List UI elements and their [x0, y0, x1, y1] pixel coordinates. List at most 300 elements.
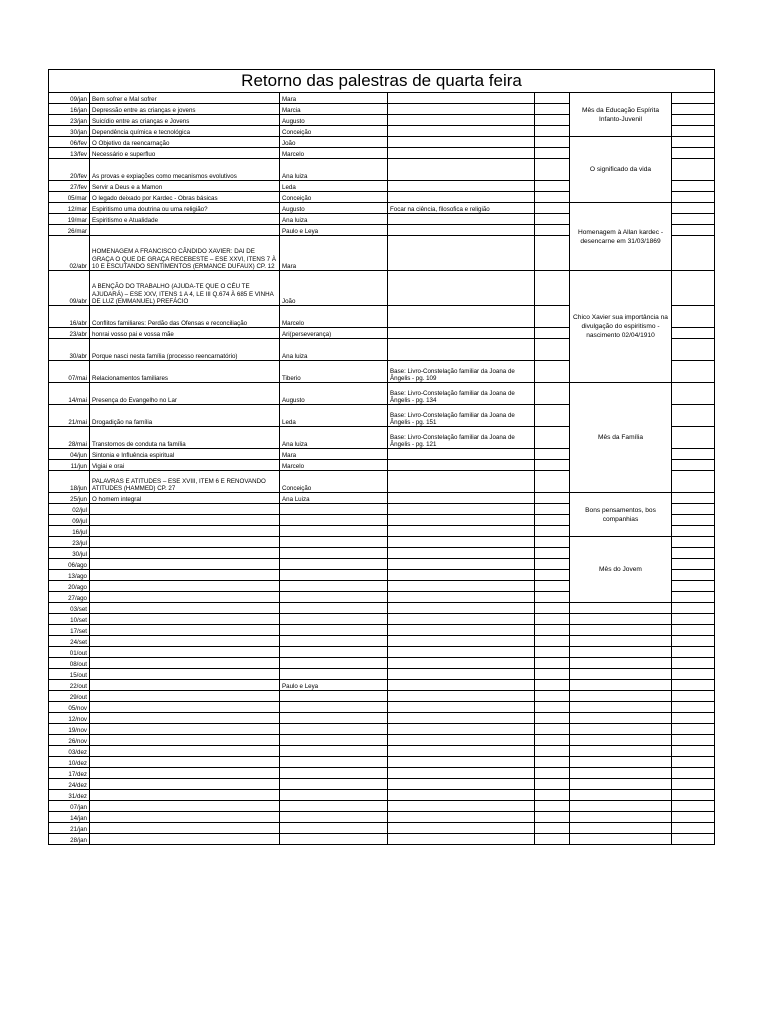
note-cell: [388, 812, 535, 823]
empty-cell: [672, 126, 715, 137]
speaker-cell: Paulo e Leya: [280, 225, 388, 236]
topic-cell: [90, 592, 280, 603]
empty-cell: [535, 746, 570, 757]
note-cell: [388, 768, 535, 779]
empty-cell: [535, 735, 570, 746]
topic-cell: Bem sofrer e Mal sofrer: [90, 93, 280, 104]
date-cell: 17/dez: [49, 768, 90, 779]
empty-cell: [672, 658, 715, 669]
month-theme-cell: Homenagem à Allan kardec - desencarne em 31/03/1869: [570, 203, 672, 271]
empty-cell: [570, 614, 672, 625]
speaker-cell: [280, 823, 388, 834]
empty-cell: [672, 570, 715, 581]
empty-cell: [672, 702, 715, 713]
topic-cell: [90, 790, 280, 801]
note-cell: [388, 636, 535, 647]
speaker-cell: Ana luiza: [280, 427, 388, 449]
topic-cell: [90, 636, 280, 647]
speaker-cell: Ana Luiza: [280, 493, 388, 504]
note-cell: [388, 339, 535, 361]
speaker-cell: Paulo e Leya: [280, 680, 388, 691]
empty-cell: [535, 449, 570, 460]
topic-cell: [90, 801, 280, 812]
date-cell: 12/mar: [49, 203, 90, 214]
table-row: [49, 812, 715, 823]
empty-cell: [535, 614, 570, 625]
table-row: [49, 735, 715, 746]
empty-cell: [535, 592, 570, 603]
table-row: [49, 647, 715, 658]
empty-cell: [535, 823, 570, 834]
empty-cell: [672, 93, 715, 104]
empty-cell: [535, 647, 570, 658]
empty-cell: [535, 148, 570, 159]
month-theme-cell: O significado da vida: [570, 137, 672, 203]
table-row: [49, 746, 715, 757]
note-cell: [388, 592, 535, 603]
empty-cell: [535, 658, 570, 669]
topic-cell: Dependência química e tecnológica: [90, 126, 280, 137]
note-cell: [388, 115, 535, 126]
speaker-cell: Ana luiza: [280, 339, 388, 361]
empty-cell: [535, 203, 570, 214]
note-cell: [388, 104, 535, 115]
table-row: [49, 636, 715, 647]
empty-cell: [672, 181, 715, 192]
table-row: [49, 823, 715, 834]
empty-cell: [672, 306, 715, 328]
note-cell: Base: Livro-Constelação familiar da Joana de Ângelis - pg. 121: [388, 427, 535, 449]
month-theme-cell: Mês da Família: [570, 383, 672, 493]
date-cell: 04/jun: [49, 449, 90, 460]
note-cell: [388, 834, 535, 845]
empty-cell: [672, 159, 715, 181]
empty-cell: [672, 636, 715, 647]
table-row: [49, 537, 715, 548]
date-cell: 10/set: [49, 614, 90, 625]
schedule-table: [48, 69, 715, 845]
empty-cell: [672, 548, 715, 559]
topic-cell: Espiritismo e Atualidade: [90, 214, 280, 225]
empty-cell: [570, 647, 672, 658]
note-cell: [388, 559, 535, 570]
table-row: [49, 137, 715, 148]
speaker-cell: [280, 801, 388, 812]
speaker-cell: Conceição: [280, 471, 388, 493]
topic-cell: [90, 515, 280, 526]
date-cell: 07/mai: [49, 361, 90, 383]
empty-cell: [672, 823, 715, 834]
speaker-cell: [280, 702, 388, 713]
empty-cell: [535, 271, 570, 306]
note-cell: [388, 757, 535, 768]
topic-cell: Porque nasci nesta família (processo reencarnatório): [90, 339, 280, 361]
empty-cell: [535, 515, 570, 526]
speaker-cell: [280, 735, 388, 746]
table-row: [49, 724, 715, 735]
empty-cell: [570, 636, 672, 647]
speaker-cell: Mara: [280, 93, 388, 104]
topic-cell: [90, 746, 280, 757]
empty-cell: [672, 559, 715, 570]
empty-cell: [535, 405, 570, 427]
topic-cell: [90, 768, 280, 779]
note-cell: [388, 537, 535, 548]
empty-cell: [535, 625, 570, 636]
date-cell: 02/abr: [49, 236, 90, 271]
note-cell: Base: Livro-Constelação familiar da Joana de Ângelis - pg. 134: [388, 383, 535, 405]
topic-cell: O Objetivo da reencarnação: [90, 137, 280, 148]
month-theme-cell: Chico Xavier sua importância na divulgação do espiritismo - nascimento 02/04/1910: [570, 271, 672, 383]
topic-cell: O homem integral: [90, 493, 280, 504]
speaker-cell: Leda: [280, 405, 388, 427]
speaker-cell: [280, 581, 388, 592]
topic-cell: [90, 614, 280, 625]
table-row: [49, 93, 715, 104]
empty-cell: [535, 537, 570, 548]
topic-cell: [90, 647, 280, 658]
table-row: [49, 625, 715, 636]
topic-cell: [90, 537, 280, 548]
empty-cell: [672, 647, 715, 658]
note-cell: [388, 148, 535, 159]
speaker-cell: [280, 603, 388, 614]
empty-cell: [570, 823, 672, 834]
date-cell: 19/nov: [49, 724, 90, 735]
note-cell: [388, 801, 535, 812]
empty-cell: [672, 383, 715, 405]
month-theme-cell: Bons pensamentos, bos companhias: [570, 493, 672, 537]
note-cell: [388, 779, 535, 790]
date-cell: 30/jul: [49, 548, 90, 559]
empty-cell: [672, 526, 715, 537]
note-cell: [388, 790, 535, 801]
table-row: [49, 801, 715, 812]
table-row: [49, 383, 715, 405]
note-cell: [388, 625, 535, 636]
empty-cell: [535, 603, 570, 614]
empty-cell: [672, 625, 715, 636]
empty-cell: [672, 192, 715, 203]
speaker-cell: Marcelo: [280, 148, 388, 159]
empty-cell: [672, 137, 715, 148]
empty-cell: [570, 724, 672, 735]
date-cell: 17/set: [49, 625, 90, 636]
empty-cell: [535, 581, 570, 592]
topic-cell: [90, 713, 280, 724]
note-cell: [388, 746, 535, 757]
speaker-cell: João: [280, 137, 388, 148]
note-cell: [388, 702, 535, 713]
topic-cell: [90, 570, 280, 581]
speaker-cell: Conceição: [280, 192, 388, 203]
empty-cell: [535, 159, 570, 181]
topic-cell: [90, 823, 280, 834]
empty-cell: [535, 669, 570, 680]
speaker-cell: Conceição: [280, 126, 388, 137]
note-cell: [388, 526, 535, 537]
date-cell: 27/ago: [49, 592, 90, 603]
empty-cell: [672, 779, 715, 790]
speaker-cell: Tiberio: [280, 361, 388, 383]
empty-cell: [535, 757, 570, 768]
date-cell: 26/nov: [49, 735, 90, 746]
table-row: [49, 658, 715, 669]
note-cell: [388, 581, 535, 592]
empty-cell: [672, 834, 715, 845]
topic-cell: [90, 603, 280, 614]
topic-cell: [90, 658, 280, 669]
note-cell: [388, 823, 535, 834]
note-cell: [388, 735, 535, 746]
date-cell: 16/jan: [49, 104, 90, 115]
topic-cell: Depressão entre as crianças e jovens: [90, 104, 280, 115]
note-cell: [388, 691, 535, 702]
date-cell: 25/jun: [49, 493, 90, 504]
speaker-cell: Marcelo: [280, 460, 388, 471]
empty-cell: [672, 339, 715, 361]
date-cell: 23/jan: [49, 115, 90, 126]
table-row: [49, 790, 715, 801]
topic-cell: [90, 669, 280, 680]
empty-cell: [672, 746, 715, 757]
note-cell: [388, 159, 535, 181]
topic-cell: Presença do Evangelho no Lar: [90, 383, 280, 405]
speaker-cell: Marcia: [280, 104, 388, 115]
topic-cell: PALAVRAS E ATITUDES – ESE XVIII, ITEM 6 E RENOVANDO ATITUDES (HAMMED) CP. 27: [90, 471, 280, 493]
speaker-cell: [280, 834, 388, 845]
date-cell: 05/mar: [49, 192, 90, 203]
topic-cell: Suicídio entre as crianças e Jovens: [90, 115, 280, 126]
speaker-cell: [280, 812, 388, 823]
table-row: [49, 779, 715, 790]
empty-cell: [570, 812, 672, 823]
topic-cell: Conflitos familiares: Perdão das Ofensas e reconciliação: [90, 306, 280, 328]
note-cell: [388, 236, 535, 271]
speaker-cell: [280, 504, 388, 515]
empty-cell: [535, 570, 570, 581]
date-cell: 01/out: [49, 647, 90, 658]
date-cell: 09/jan: [49, 93, 90, 104]
topic-cell: Espiritismo uma doutrina ou uma religião?: [90, 203, 280, 214]
note-cell: Base: Livro-Constelação familiar da Joana de Ângelis - pg. 109: [388, 361, 535, 383]
empty-cell: [672, 691, 715, 702]
note-cell: [388, 306, 535, 328]
empty-cell: [535, 702, 570, 713]
speaker-cell: [280, 647, 388, 658]
empty-cell: [535, 137, 570, 148]
table-row: [49, 614, 715, 625]
date-cell: 13/fev: [49, 148, 90, 159]
date-cell: 20/ago: [49, 581, 90, 592]
note-cell: [388, 724, 535, 735]
date-cell: 16/abr: [49, 306, 90, 328]
note-cell: [388, 658, 535, 669]
topic-cell: [90, 625, 280, 636]
speaker-cell: Ari(perseverança): [280, 328, 388, 339]
date-cell: 30/jan: [49, 126, 90, 137]
empty-cell: [570, 691, 672, 702]
empty-cell: [672, 757, 715, 768]
speaker-cell: [280, 724, 388, 735]
date-cell: 14/mai: [49, 383, 90, 405]
empty-cell: [672, 515, 715, 526]
date-cell: 06/ago: [49, 559, 90, 570]
empty-cell: [535, 636, 570, 647]
table-row: [49, 768, 715, 779]
speaker-cell: [280, 548, 388, 559]
note-cell: [388, 493, 535, 504]
date-cell: 21/jan: [49, 823, 90, 834]
topic-cell: Sintonia e Influência espiritual: [90, 449, 280, 460]
table-row: [49, 680, 715, 691]
empty-cell: [535, 214, 570, 225]
empty-cell: [535, 93, 570, 104]
speaker-cell: [280, 779, 388, 790]
date-cell: 28/mai: [49, 427, 90, 449]
speaker-cell: [280, 790, 388, 801]
empty-cell: [672, 724, 715, 735]
date-cell: 27/fev: [49, 181, 90, 192]
speaker-cell: [280, 570, 388, 581]
speaker-cell: [280, 713, 388, 724]
note-cell: [388, 471, 535, 493]
speaker-cell: [280, 746, 388, 757]
date-cell: 19/mar: [49, 214, 90, 225]
note-cell: [388, 713, 535, 724]
empty-cell: [570, 713, 672, 724]
topic-cell: Servir a Deus e a Mamon: [90, 181, 280, 192]
empty-cell: [570, 746, 672, 757]
empty-cell: [535, 126, 570, 137]
date-cell: 30/abr: [49, 339, 90, 361]
topic-cell: honrai vosso pai e vossa mãe: [90, 328, 280, 339]
empty-cell: [672, 405, 715, 427]
empty-cell: [570, 735, 672, 746]
table-row: [49, 834, 715, 845]
note-cell: [388, 192, 535, 203]
empty-cell: [535, 790, 570, 801]
topic-cell: [90, 225, 280, 236]
empty-cell: [672, 537, 715, 548]
table-row: [49, 271, 715, 306]
empty-cell: [672, 104, 715, 115]
empty-cell: [535, 713, 570, 724]
speaker-cell: Mara: [280, 236, 388, 271]
table-row: [49, 691, 715, 702]
speaker-cell: Leda: [280, 181, 388, 192]
table-row: [49, 713, 715, 724]
empty-cell: [535, 471, 570, 493]
empty-cell: [535, 559, 570, 570]
topic-cell: [90, 779, 280, 790]
table-row: [49, 669, 715, 680]
empty-cell: [672, 493, 715, 504]
empty-cell: [535, 383, 570, 405]
table-row: [49, 757, 715, 768]
empty-cell: [535, 812, 570, 823]
note-cell: [388, 328, 535, 339]
date-cell: 10/dez: [49, 757, 90, 768]
date-cell: 03/dez: [49, 746, 90, 757]
topic-cell: Drogadição na família: [90, 405, 280, 427]
topic-cell: O legado deixado por Kardec - Obras básicas: [90, 192, 280, 203]
empty-cell: [672, 361, 715, 383]
empty-cell: [535, 328, 570, 339]
empty-cell: [535, 104, 570, 115]
empty-cell: [672, 504, 715, 515]
empty-cell: [535, 834, 570, 845]
topic-cell: HOMENAGEM A FRANCISCO CÂNDIDO XAVIER: DAI DE GRAÇA O QUE DE GRAÇA RECEBESTE – ESE XXVI, ITENS 7 À 10 E ESCUTANDO SENTIMENTOS (ERMANCE DUFAUX) CP. 12: [90, 236, 280, 271]
speaker-cell: Marcelo: [280, 306, 388, 328]
empty-cell: [672, 427, 715, 449]
topic-cell: Necessário e superfluo: [90, 148, 280, 159]
topic-cell: Relacionamentos familiares: [90, 361, 280, 383]
empty-cell: [672, 713, 715, 724]
empty-cell: [535, 361, 570, 383]
empty-cell: [672, 449, 715, 460]
empty-cell: [672, 115, 715, 126]
empty-cell: [570, 669, 672, 680]
topic-cell: [90, 735, 280, 746]
empty-cell: [570, 625, 672, 636]
date-cell: 16/jul: [49, 526, 90, 537]
note-cell: Focar na ciência, filosofica e religião: [388, 203, 535, 214]
date-cell: 29/out: [49, 691, 90, 702]
topic-cell: [90, 504, 280, 515]
empty-cell: [672, 669, 715, 680]
empty-cell: [570, 757, 672, 768]
topic-cell: Transtornos de conduta na família: [90, 427, 280, 449]
date-cell: 03/set: [49, 603, 90, 614]
date-cell: 24/dez: [49, 779, 90, 790]
topic-cell: [90, 526, 280, 537]
date-cell: 09/jul: [49, 515, 90, 526]
empty-cell: [535, 779, 570, 790]
empty-cell: [535, 504, 570, 515]
date-cell: 23/jul: [49, 537, 90, 548]
empty-cell: [570, 680, 672, 691]
speaker-cell: [280, 768, 388, 779]
date-cell: 24/set: [49, 636, 90, 647]
empty-cell: [672, 592, 715, 603]
empty-cell: [570, 790, 672, 801]
empty-cell: [672, 460, 715, 471]
speaker-cell: Augusto: [280, 115, 388, 126]
speaker-cell: [280, 515, 388, 526]
empty-cell: [672, 581, 715, 592]
empty-cell: [672, 790, 715, 801]
date-cell: 22/out: [49, 680, 90, 691]
table-row: [49, 493, 715, 504]
topic-cell: [90, 559, 280, 570]
note-cell: [388, 504, 535, 515]
date-cell: 09/abr: [49, 271, 90, 306]
empty-cell: [672, 225, 715, 236]
date-cell: 13/ago: [49, 570, 90, 581]
month-theme-cell: Mês do Jovem: [570, 537, 672, 603]
empty-cell: [672, 471, 715, 493]
empty-cell: [672, 203, 715, 214]
empty-cell: [535, 225, 570, 236]
empty-cell: [535, 192, 570, 203]
empty-cell: [535, 801, 570, 812]
empty-cell: [672, 614, 715, 625]
topic-cell: [90, 581, 280, 592]
empty-cell: [535, 306, 570, 328]
empty-cell: [672, 214, 715, 225]
note-cell: [388, 93, 535, 104]
